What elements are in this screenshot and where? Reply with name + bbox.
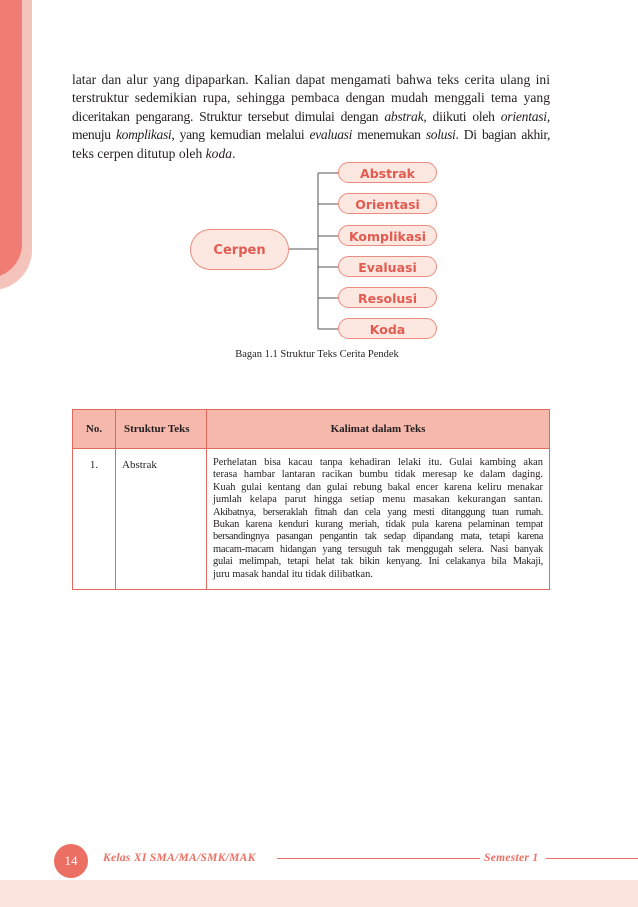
body-paragraph [72, 71, 550, 163]
diagram-caption [0, 349, 638, 360]
page-number: 14 [54, 844, 88, 878]
paragraph-line-1: latar dan alur yang dipaparkan. Kalian dapat mengamati bahwa teks cerita ulang ini [72, 72, 550, 87]
diagram-node-abstrak: Abstrak [338, 162, 437, 183]
cell-struktur: Abstrak [116, 449, 207, 590]
kalimat-line: Kuah gulai kentang dan gulai rebung bakal encer karena keliru menakar [213, 481, 543, 493]
term-evaluasi: evaluasi [309, 127, 353, 143]
footer-rule-right [546, 858, 638, 859]
table-row [73, 449, 550, 590]
kalimat-line: Bukan karena kenduri kurang meriah, tidak pula karena pelaminan tempat [213, 519, 543, 531]
cell-no: 1. [73, 449, 116, 590]
decorative-band-inner [0, 0, 22, 278]
kalimat-line: bersandingnya pasangan pengantin tak sedap dipandang mata, tetapi karena [213, 531, 543, 543]
kalimat-line: macam-macam hidangan yang tersuguh tak menggugah selera. Nasi banyak [213, 543, 543, 555]
diagram-center-cerpen: Cerpen [190, 229, 289, 270]
footer-semester: Semester 1 [484, 852, 539, 864]
kalimat-text [213, 457, 543, 581]
kalimat-line: jumlah kelapa parut hingga setiap menu masakan kekurangan santan. [213, 494, 543, 506]
diagram-node-resolusi: Resolusi [338, 287, 437, 308]
header-struktur: Struktur Teks [116, 410, 207, 449]
paragraph-text: . [232, 145, 236, 161]
footer-book-title: Kelas XI SMA/MA/SMK/MAK [103, 852, 256, 864]
term-solusi: solusi [425, 127, 456, 143]
header-kalimat: Kalimat dalam Teks [207, 410, 550, 449]
term-koda: koda [205, 145, 233, 161]
paragraph-text: . Di bagian akhir, [455, 127, 551, 143]
paragraph-text: , [546, 108, 550, 124]
kalimat-line: Perhelatan bisa kacau tanpa kehadiran lelaki itu. Gulai kambing akan [213, 457, 543, 468]
cell-kalimat [207, 449, 550, 590]
kalimat-line: gulai melimpah, tetapi helat tak bikin kenyang. Ini celakanya bila Makaji, [213, 556, 543, 568]
paragraph-line-5 [72, 145, 550, 163]
paragraph-text: menemukan [352, 127, 426, 143]
kalimat-line: terasa hambar lantaran racikan bumbu tidak meresap ke dalam daging. [213, 469, 543, 481]
header-no: No. [73, 410, 116, 449]
kalimat-line: juru masak handal itu tidak dilibatkan. [213, 568, 373, 580]
caption-text: Bagan 1.1 Struktur Teks Cerita Pendek [235, 349, 399, 360]
paragraph-text: , diikuti oleh [423, 108, 501, 124]
footer-rule-left [277, 858, 480, 859]
paragraph-text: menuju [72, 127, 116, 143]
table-header-row [73, 410, 550, 449]
paragraph-text: , yang kemudian melalui [171, 127, 310, 143]
term-komplikasi: komplikasi [115, 127, 172, 143]
structure-table [72, 409, 550, 590]
paragraph-text: diceritakan pengarang. Struktur tersebut dimulai dengan [72, 108, 385, 124]
diagram-node-koda: Koda [338, 318, 437, 339]
paragraph-line-3 [72, 108, 550, 126]
kalimat-line: Akibatnya, berseraklah fitnah dan cela yang mesti ditanggung tuan rumah. [213, 506, 543, 518]
diagram-node-komplikasi: Komplikasi [338, 225, 437, 246]
paragraph-text: teks cerpen ditutup oleh [72, 145, 206, 161]
diagram-node-orientasi: Orientasi [338, 193, 437, 214]
term-orientasi: orientasi [500, 108, 547, 124]
diagram-node-evaluasi: Evaluasi [338, 256, 437, 277]
paragraph-line-4 [72, 126, 550, 144]
paragraph-line-2: terstruktur sedemikian rupa, sehingga pembaca dengan mudah menggali tema yang [72, 90, 550, 106]
term-abstrak: abstrak [384, 108, 424, 124]
footer-band [0, 880, 638, 907]
